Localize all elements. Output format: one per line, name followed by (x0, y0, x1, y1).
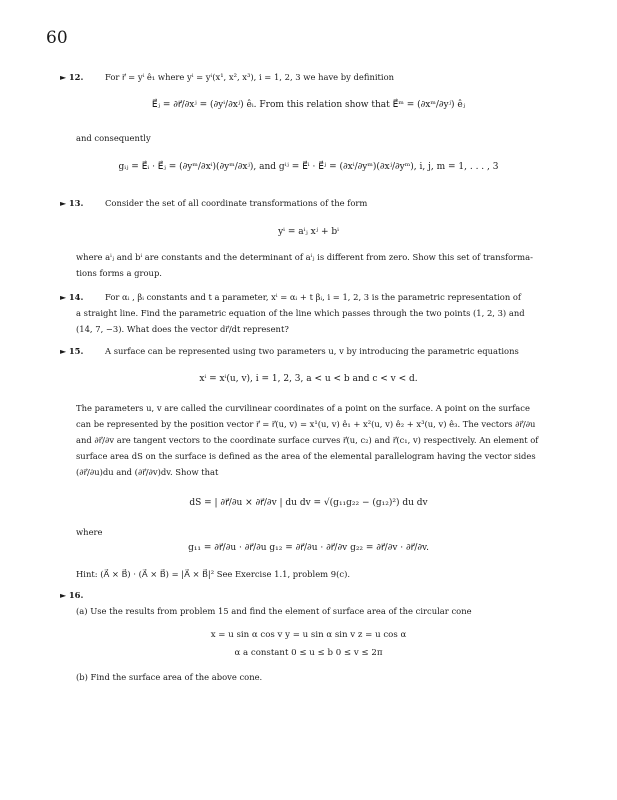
page-number: 60 (46, 28, 68, 48)
problem-text-line: where aⁱⱼ and bⁱ are constants and the determinant of aⁱⱼ is different from zero. Show this set of transforma- (76, 252, 533, 262)
problem-text-line: can be represented by the position vector r⃗ = r⃗(u, v) = x¹(u, v) ê₁ + x²(u, v) ê₂ + x³(u, v) ê₃. The vectors ∂r⃗/∂u (76, 419, 536, 429)
triangle-marker-icon: ► (60, 347, 67, 356)
problem-text-line: a straight line. Find the parametric equation of the line which passes through the two points (1, 2, 3) and (76, 308, 525, 318)
equation: xⁱ = xⁱ(u, v), i = 1, 2, 3, a < u < b and c < v < d. (199, 374, 418, 384)
problem-14-header (60, 292, 83, 303)
problem-number: 12. (68, 72, 84, 82)
problem-12-header (60, 72, 83, 83)
problem-text-line: For αᵢ , βᵢ constants and t a parameter, xⁱ = αᵢ + t βᵢ, i = 1, 2, 3 is the parametric representation of (105, 292, 522, 302)
problem-number: 13. (68, 198, 84, 208)
equation: g₁₁ = ∂r⃗/∂u · ∂r⃗/∂u g₁₂ = ∂r⃗/∂u · ∂r⃗/∂v g₂₂ = ∂r⃗/∂v · ∂r⃗/∂v. (188, 543, 429, 553)
problem-text-line: surface area dS on the surface is defined as the area of the elemental parallelogram having the vector sides (76, 451, 536, 461)
problem-text-line: and ∂r⃗/∂v are tangent vectors to the coordinate surface curves r⃗(u, c₂) and r⃗(c₁, v) respectively. An element of (76, 435, 539, 445)
triangle-marker-icon: ► (60, 591, 67, 600)
problem-part-a: (a) Use the results from problem 15 and find the element of surface area of the circular cone (76, 606, 472, 616)
problem-16-header (60, 590, 83, 601)
problem-13-header (60, 198, 83, 209)
triangle-marker-icon: ► (60, 199, 67, 208)
problem-text-line: For r⃗ = yⁱ ê₁ where yⁱ = yⁱ(x¹, x², x³), i = 1, 2, 3 we have by definition (105, 72, 395, 82)
problem-number: 16. (68, 590, 84, 600)
equation: E⃗ⱼ = ∂r⃗/∂xʲ = (∂yⁱ/∂xʲ) êᵢ. From this relation show that E⃗ᵐ = (∂xᵐ/∂yʲ) êⱼ (151, 100, 466, 110)
problem-number: 14. (68, 292, 84, 302)
problem-text-line: A surface can be represented using two parameters u, v by introducing the parametric equations (105, 346, 519, 356)
equation: gᵢⱼ = E⃗ᵢ · E⃗ⱼ = (∂yᵐ/∂xⁱ)(∂yᵐ/∂xʲ), and gⁱʲ = E⃗ⁱ · E⃗ʲ = (∂xⁱ/∂yᵐ)(∂xʲ/∂yᵐ), i, j, m = 1, . . . , 3 (118, 162, 499, 172)
problem-text-line: (∂r⃗/∂u)du and (∂r⃗/∂v)dv. Show that (76, 467, 219, 477)
problem-text-line: The parameters u, v are called the curvilinear coordinates of a point on the surface. A point on the surface (76, 403, 530, 413)
problem-15-header (60, 346, 83, 357)
equation: yⁱ = aⁱⱼ xʲ + bⁱ (278, 227, 339, 237)
problem-text-line: Consider the set of all coordinate transformations of the form (105, 198, 368, 208)
problem-number: 15. (68, 346, 84, 356)
triangle-marker-icon: ► (60, 293, 67, 302)
problem-text-line: tions forms a group. (76, 268, 162, 278)
equation: α a constant 0 ≤ u ≤ b 0 ≤ v ≤ 2π (234, 648, 383, 658)
problem-text-line: (14, 7, −3). What does the vector dr⃗/dt represent? (76, 324, 289, 334)
triangle-marker-icon: ► (60, 73, 67, 82)
equation: x = u sin α cos v y = u sin α sin v z = u cos α (210, 630, 407, 640)
hint-text: Hint: (A⃗ × B⃗) · (A⃗ × B⃗) = |A⃗ × B⃗|² See Exercise 1.1, problem 9(c). (76, 569, 350, 579)
problem-text-line: and consequently (76, 133, 151, 143)
equation: dS = | ∂r⃗/∂u × ∂r⃗/∂v | du dv = √(g₁₁g₂₂ − (g₁₂)²) du dv (189, 498, 428, 508)
where-label: where (76, 527, 103, 537)
problem-part-b: (b) Find the surface area of the above cone. (76, 672, 263, 682)
